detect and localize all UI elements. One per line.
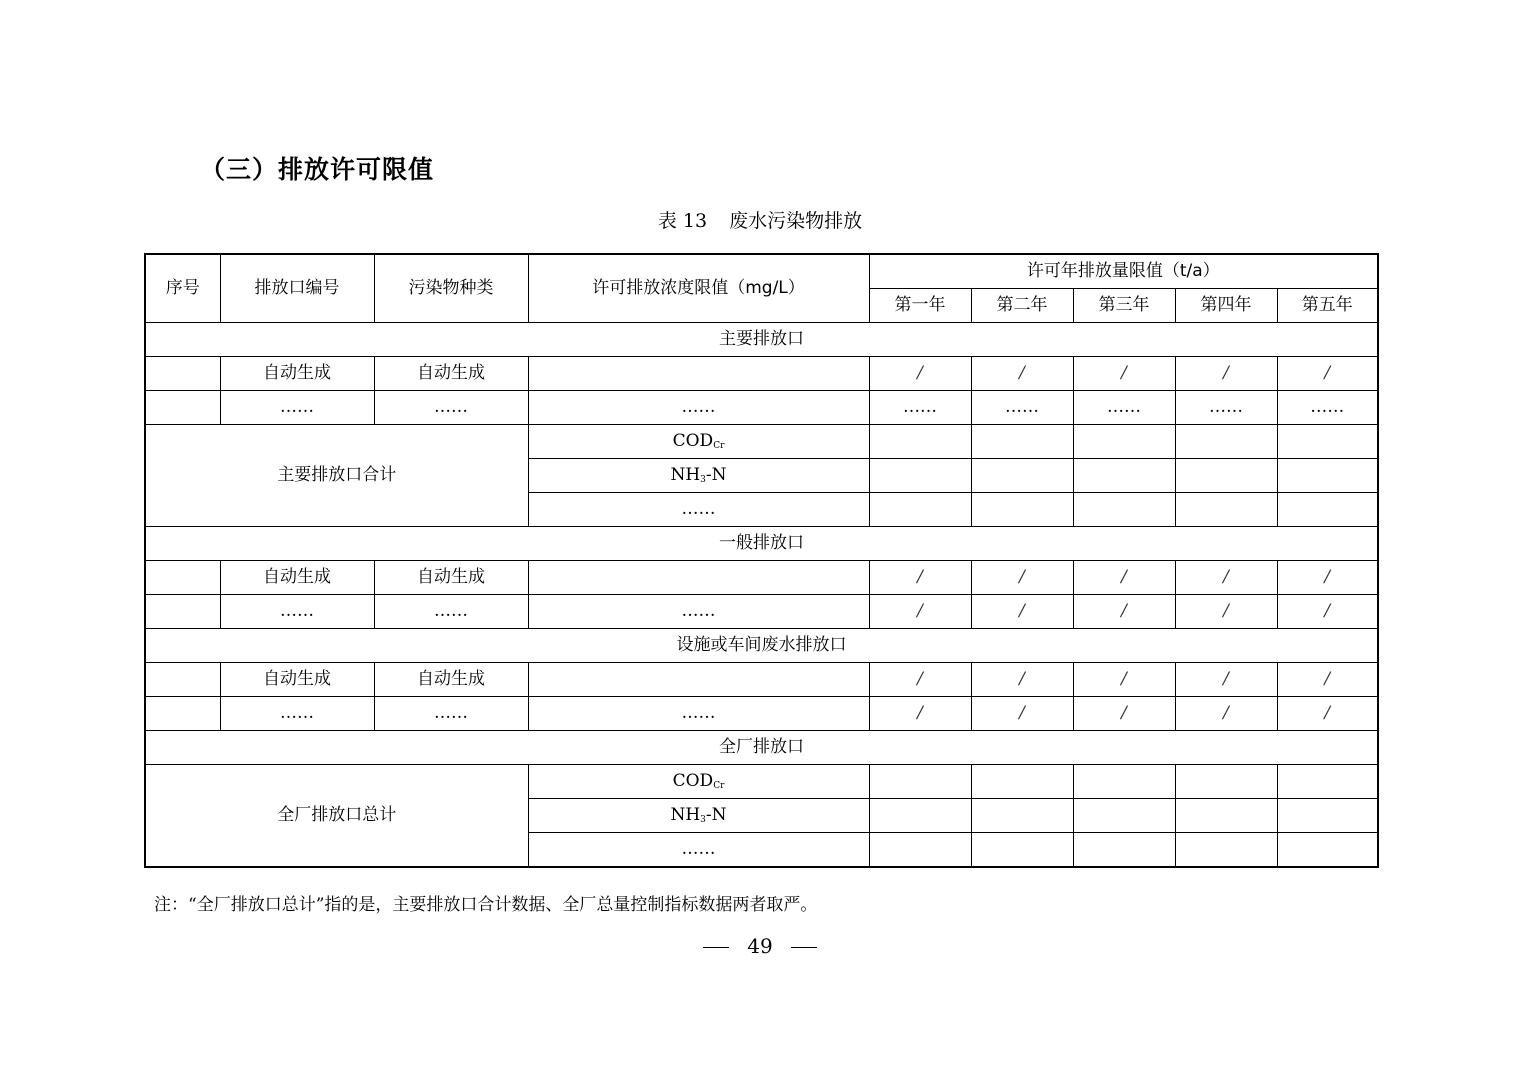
cell-seq [145,391,220,425]
cell-seq [145,663,220,697]
cell-year-1: / [869,357,971,391]
nh-label: NH [670,804,701,825]
cell-year-1: / [869,561,971,595]
cell-outlet-id: …… [220,391,374,425]
section-general-outlets: 一般排放口 [145,527,1378,561]
cell-year-5 [1277,425,1378,459]
pollutant-nh3n [528,799,869,833]
cell-year-3: / [1073,663,1175,697]
cell-pollutant: 自动生成 [374,663,528,697]
table-caption [0,206,1520,233]
cell-year-3: / [1073,595,1175,629]
dash-left [703,947,729,948]
cell-year-5 [1277,459,1378,493]
cell-year-5: / [1277,595,1378,629]
cell-year-2: / [971,357,1073,391]
cell-year-3 [1073,459,1175,493]
cell-year-5: / [1277,697,1378,731]
nh-subscript: 3 [700,814,706,825]
cell-year-4 [1175,799,1277,833]
cell-year-3 [1073,765,1175,799]
cell-year-3: / [1073,357,1175,391]
cell-year-3 [1073,425,1175,459]
nh-label: NH [670,464,701,485]
table-row [145,561,1378,595]
pollutant-more: …… [528,833,869,868]
cell-year-4 [1175,833,1277,868]
cell-year-2: / [971,697,1073,731]
cell-year-4 [1175,493,1277,527]
cell-year-3: / [1073,561,1175,595]
cell-pollutant: …… [374,697,528,731]
cell-year-2 [971,425,1073,459]
cell-year-5: / [1277,357,1378,391]
cell-seq [145,595,220,629]
table-row [145,697,1378,731]
header-conc-limit: 许可排放浓度限值（mg/L） [528,254,869,323]
cell-year-5 [1277,493,1378,527]
section-main-outlets: 主要排放口 [145,323,1378,357]
cell-year-4: / [1175,357,1277,391]
cell-year-5: / [1277,663,1378,697]
cell-seq [145,357,220,391]
table-row [145,765,1378,799]
cell-year-5 [1277,799,1378,833]
cell-year-1 [869,459,971,493]
cell-seq [145,697,220,731]
cell-year-3 [1073,833,1175,868]
cell-year-2 [971,799,1073,833]
cell-year-5: …… [1277,391,1378,425]
cell-year-1 [869,425,971,459]
cell-year-2 [971,493,1073,527]
section-heading: （三）排放许可限值 [200,155,435,184]
cell-year-2: / [971,663,1073,697]
cell-year-5 [1277,765,1378,799]
cell-conc-limit: …… [528,697,869,731]
cod-subscript: Cr [713,780,725,791]
cell-year-5: / [1277,561,1378,595]
cod-label: COD [672,430,714,451]
cell-year-2: / [971,595,1073,629]
cell-pollutant: …… [374,391,528,425]
plant-outlet-total-label: 全厂排放口总计 [145,765,528,868]
table-row [145,663,1378,697]
dash-right [791,947,817,948]
header-outlet-id: 排放口编号 [220,254,374,323]
cell-year-2: …… [971,391,1073,425]
cell-year-3 [1073,799,1175,833]
header-year-4: 第四年 [1175,289,1277,323]
cell-year-4: / [1175,663,1277,697]
cell-year-1: / [869,595,971,629]
cod-label: COD [672,770,714,791]
cell-outlet-id: …… [220,595,374,629]
cell-year-3 [1073,493,1175,527]
cell-year-1 [869,799,971,833]
cell-year-1 [869,493,971,527]
table-note: 注：“全厂排放口总计”指的是，主要排放口合计数据、全厂总量控制指标数据两者取严。 [154,895,818,915]
page-number [0,934,1520,958]
table-row [145,595,1378,629]
page-number-value: 49 [747,934,773,958]
cell-outlet-id: 自动生成 [220,357,374,391]
header-pollutant: 污染物种类 [374,254,528,323]
cell-year-3: / [1073,697,1175,731]
cell-year-4: / [1175,595,1277,629]
pollutant-cod [528,765,869,799]
cell-year-2 [971,765,1073,799]
pollutant-nh3n [528,459,869,493]
cell-year-2 [971,833,1073,868]
cell-pollutant: …… [374,595,528,629]
header-annual-limit: 许可年排放量限值（t/a） [869,254,1378,289]
cell-conc-limit [528,357,869,391]
cell-conc-limit: …… [528,595,869,629]
cell-year-1: / [869,697,971,731]
cell-year-1 [869,765,971,799]
cell-year-4 [1175,765,1277,799]
cell-year-5 [1277,833,1378,868]
table-title: 废水污染物排放 [729,210,863,232]
cell-conc-limit [528,663,869,697]
header-year-5: 第五年 [1277,289,1378,323]
cell-outlet-id: …… [220,697,374,731]
main-outlet-subtotal-label: 主要排放口合计 [145,425,528,527]
cell-conc-limit: …… [528,391,869,425]
cod-subscript: Cr [713,440,725,451]
table-row [145,391,1378,425]
cell-year-2: / [971,561,1073,595]
table-row [145,425,1378,459]
cell-year-4: / [1175,561,1277,595]
wastewater-emission-table [144,253,1379,868]
cell-conc-limit [528,561,869,595]
nh-suffix: -N [705,464,727,485]
header-seq: 序号 [145,254,220,323]
table-number: 表 13 [657,210,708,232]
cell-pollutant: 自动生成 [374,561,528,595]
header-year-3: 第三年 [1073,289,1175,323]
section-facility-outlets: 设施或车间废水排放口 [145,629,1378,663]
header-year-2: 第二年 [971,289,1073,323]
section-plant-outlets: 全厂排放口 [145,731,1378,765]
cell-year-4: / [1175,697,1277,731]
cell-year-1: / [869,663,971,697]
cell-pollutant: 自动生成 [374,357,528,391]
nh-suffix: -N [705,804,727,825]
cell-outlet-id: 自动生成 [220,561,374,595]
cell-year-4 [1175,459,1277,493]
cell-year-4 [1175,425,1277,459]
cell-seq [145,561,220,595]
pollutant-cod [528,425,869,459]
cell-year-3: …… [1073,391,1175,425]
nh-subscript: 3 [700,474,706,485]
cell-year-1: …… [869,391,971,425]
header-year-1: 第一年 [869,289,971,323]
pollutant-more: …… [528,493,869,527]
cell-year-4: …… [1175,391,1277,425]
cell-year-2 [971,459,1073,493]
cell-year-1 [869,833,971,868]
cell-outlet-id: 自动生成 [220,663,374,697]
table-row [145,357,1378,391]
